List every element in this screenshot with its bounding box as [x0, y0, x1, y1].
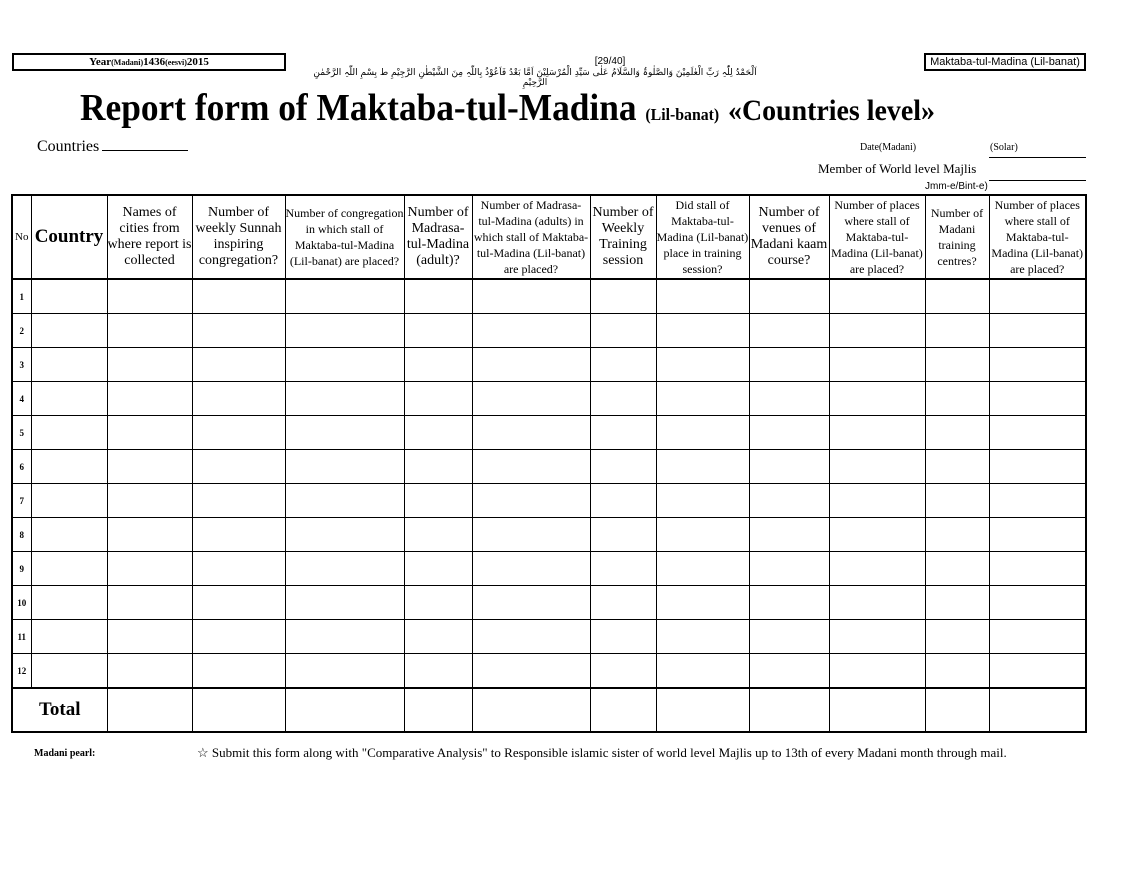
report-table — [11, 194, 1087, 733]
row-number: 3 — [12, 348, 31, 382]
entry-cell[interactable] — [749, 484, 829, 518]
entry-cell[interactable] — [192, 314, 285, 348]
entry-cell[interactable] — [404, 450, 472, 484]
entry-cell[interactable] — [192, 450, 285, 484]
column-header: Number of weekly Sunnah inspiring congregation? — [192, 195, 285, 279]
entry-cell[interactable] — [404, 382, 472, 416]
entry-cell[interactable] — [749, 416, 829, 450]
entry-cell[interactable] — [989, 518, 1086, 552]
table-row — [12, 348, 1086, 382]
member-blank[interactable] — [989, 180, 1086, 181]
total-label: Total — [12, 688, 107, 732]
row-number: 4 — [12, 382, 31, 416]
entry-cell[interactable] — [107, 382, 192, 416]
entry-cell[interactable] — [472, 654, 590, 689]
entry-cell[interactable] — [989, 348, 1086, 382]
entry-cell[interactable] — [107, 586, 192, 620]
entry-cell[interactable] — [107, 348, 192, 382]
entry-cell[interactable] — [989, 586, 1086, 620]
entry-cell[interactable] — [285, 654, 404, 689]
entry-cell[interactable] — [31, 450, 107, 484]
entry-cell[interactable] — [192, 382, 285, 416]
column-header: Number of Madrasa-tul-Madina (adult)? — [404, 195, 472, 279]
total-cell[interactable] — [590, 688, 656, 732]
entry-cell[interactable] — [925, 314, 989, 348]
row-number: 12 — [12, 654, 31, 689]
entry-cell[interactable] — [656, 586, 749, 620]
table-row — [12, 416, 1086, 450]
entry-cell[interactable] — [925, 279, 989, 314]
entry-cell[interactable] — [829, 450, 925, 484]
entry-cell[interactable] — [31, 620, 107, 654]
entry-cell[interactable] — [656, 518, 749, 552]
entry-cell[interactable] — [590, 586, 656, 620]
column-header: Number of places where stall of Maktaba-tul-Madina (Lil-banat) are placed? — [829, 195, 925, 279]
header-row — [12, 195, 1086, 279]
entry-cell[interactable] — [472, 348, 590, 382]
entry-cell[interactable] — [749, 552, 829, 586]
entry-cell[interactable] — [404, 552, 472, 586]
entry-cell[interactable] — [107, 416, 192, 450]
year-madani: 1436 — [143, 56, 166, 68]
entry-cell[interactable] — [192, 348, 285, 382]
entry-cell[interactable] — [829, 654, 925, 689]
entry-cell[interactable] — [656, 552, 749, 586]
eesvi-label: (eesvi) — [165, 58, 187, 67]
arabic-invocation: اَلْحَمْدُ لِلّٰہِ رَبِّ الْعٰلَمِیْنَ وَالصَّلٰوۃُ وَالسَّلَامُ عَلٰی سَیِّدِ الْمُرْسَلِیْنَ اَمَّا بَعْدُ فَاَعُوْذُ بِاللّٰہِ مِنَ الشَّیْطٰنِ الرَّجِیْمِ ط بِسْمِ اللّٰہِ الرَّحْمٰنِ الرَّحِیْمِ — [313, 68, 757, 88]
entry-cell[interactable] — [285, 382, 404, 416]
entry-cell[interactable] — [989, 484, 1086, 518]
entry-cell[interactable] — [749, 654, 829, 689]
row-number: 8 — [12, 518, 31, 552]
entry-cell[interactable] — [31, 314, 107, 348]
countries-blank[interactable] — [102, 150, 188, 151]
column-header: Names of cities from where report is collected — [107, 195, 192, 279]
entry-cell[interactable] — [749, 382, 829, 416]
year-label: Year — [89, 56, 112, 68]
entry-cell[interactable] — [749, 314, 829, 348]
entry-cell[interactable] — [31, 484, 107, 518]
footer-note: ☆ Submit this form along with "Comparative Analysis" to Responsible islamic sister of world level Majlis up to 13th of every Madani month through mail. — [197, 745, 1007, 760]
column-header: Did stall of Maktaba-tul-Madina (Lil-banat) place in training session? — [656, 195, 749, 279]
madani-label: (Madani) — [111, 58, 144, 67]
entry-cell[interactable] — [656, 450, 749, 484]
entry-cell[interactable] — [590, 484, 656, 518]
entry-cell[interactable] — [989, 382, 1086, 416]
total-cell[interactable] — [107, 688, 192, 732]
entry-cell[interactable] — [925, 416, 989, 450]
row-number: 2 — [12, 314, 31, 348]
entry-cell[interactable] — [192, 620, 285, 654]
entry-cell[interactable] — [472, 552, 590, 586]
entry-cell[interactable] — [285, 416, 404, 450]
table-row — [12, 450, 1086, 484]
entry-cell[interactable] — [107, 654, 192, 689]
date-label: Date(Madani) — [860, 142, 917, 153]
entry-cell[interactable] — [829, 382, 925, 416]
entry-cell[interactable] — [472, 620, 590, 654]
entry-cell[interactable] — [404, 279, 472, 314]
brand-box: Maktaba-tul-Madina (Lil-banat) — [924, 53, 1086, 71]
entry-cell[interactable] — [404, 484, 472, 518]
entry-cell[interactable] — [749, 620, 829, 654]
entry-cell[interactable] — [31, 279, 107, 314]
entry-cell[interactable] — [107, 484, 192, 518]
entry-cell[interactable] — [472, 484, 590, 518]
row-number: 9 — [12, 552, 31, 586]
entry-cell[interactable] — [656, 620, 749, 654]
entry-cell[interactable] — [590, 348, 656, 382]
entry-cell[interactable] — [829, 279, 925, 314]
entry-cell[interactable] — [472, 586, 590, 620]
entry-cell[interactable] — [404, 518, 472, 552]
entry-cell[interactable] — [107, 450, 192, 484]
entry-cell[interactable] — [590, 518, 656, 552]
entry-cell[interactable] — [989, 552, 1086, 586]
entry-cell[interactable] — [285, 279, 404, 314]
entry-cell[interactable] — [925, 552, 989, 586]
entry-cell[interactable] — [192, 484, 285, 518]
row-number: 11 — [12, 620, 31, 654]
table-row — [12, 552, 1086, 586]
entry-cell[interactable] — [829, 484, 925, 518]
total-cell[interactable] — [656, 688, 749, 732]
total-cell[interactable] — [285, 688, 404, 732]
entry-cell[interactable] — [829, 314, 925, 348]
entry-cell[interactable] — [404, 348, 472, 382]
entry-cell[interactable] — [656, 654, 749, 689]
entry-cell[interactable] — [192, 279, 285, 314]
jmm-label: Jmm-e/Bint-e) — [925, 181, 988, 192]
entry-cell[interactable] — [989, 314, 1086, 348]
entry-cell[interactable] — [404, 314, 472, 348]
total-cell[interactable] — [404, 688, 472, 732]
entry-cell[interactable] — [31, 552, 107, 586]
entry-cell[interactable] — [107, 314, 192, 348]
row-number: 5 — [12, 416, 31, 450]
entry-cell[interactable] — [285, 620, 404, 654]
entry-cell[interactable] — [590, 654, 656, 689]
entry-cell[interactable] — [656, 484, 749, 518]
entry-cell[interactable] — [404, 416, 472, 450]
entry-cell[interactable] — [590, 382, 656, 416]
entry-cell[interactable] — [925, 484, 989, 518]
solar-label: (Solar) — [990, 142, 1018, 153]
entry-cell[interactable] — [925, 348, 989, 382]
entry-cell[interactable] — [829, 552, 925, 586]
entry-cell[interactable] — [472, 279, 590, 314]
entry-cell[interactable] — [285, 314, 404, 348]
entry-cell[interactable] — [285, 586, 404, 620]
column-header: Number of Weekly Training session — [590, 195, 656, 279]
entry-cell[interactable] — [749, 586, 829, 620]
column-header: Number of Madrasa-tul-Madina (adults) in which stall of Maktaba-tul-Madina (Lil-banat) are placed? — [472, 195, 590, 279]
entry-cell[interactable] — [404, 654, 472, 689]
entry-cell[interactable] — [656, 416, 749, 450]
entry-cell[interactable] — [829, 620, 925, 654]
total-cell[interactable] — [472, 688, 590, 732]
entry-cell[interactable] — [590, 552, 656, 586]
entry-cell[interactable] — [829, 586, 925, 620]
entry-cell[interactable] — [192, 586, 285, 620]
entry-cell[interactable] — [285, 348, 404, 382]
table-row — [12, 518, 1086, 552]
title-level: «Countries level» — [728, 94, 935, 127]
total-cell[interactable] — [829, 688, 925, 732]
entry-cell[interactable] — [829, 348, 925, 382]
entry-cell[interactable] — [285, 450, 404, 484]
column-header: Number of places where stall of Maktaba-tul-Madina (Lil-banat) are placed? — [989, 195, 1086, 279]
entry-cell[interactable] — [749, 518, 829, 552]
entry-cell[interactable] — [590, 279, 656, 314]
total-cell[interactable] — [192, 688, 285, 732]
entry-cell[interactable] — [829, 518, 925, 552]
total-cell[interactable] — [749, 688, 829, 732]
entry-cell[interactable] — [925, 518, 989, 552]
table-row — [12, 484, 1086, 518]
entry-cell[interactable] — [590, 314, 656, 348]
entry-cell[interactable] — [285, 484, 404, 518]
entry-cell[interactable] — [107, 552, 192, 586]
entry-cell[interactable] — [590, 416, 656, 450]
column-header: Country — [31, 195, 107, 279]
column-header: Number of venues of Madani kaam course? — [749, 195, 829, 279]
entry-cell[interactable] — [31, 348, 107, 382]
entry-cell[interactable] — [472, 382, 590, 416]
page-title — [80, 86, 935, 130]
member-label: Member of World level Majlis — [818, 161, 977, 176]
entry-cell[interactable] — [472, 518, 590, 552]
entry-cell[interactable] — [31, 382, 107, 416]
entry-cell[interactable] — [590, 450, 656, 484]
table-row — [12, 654, 1086, 689]
title-main: Report form of Maktaba-tul-Madina — [80, 87, 637, 129]
entry-cell[interactable] — [31, 586, 107, 620]
entry-cell[interactable] — [31, 654, 107, 689]
entry-cell[interactable] — [656, 382, 749, 416]
entry-cell[interactable] — [472, 314, 590, 348]
entry-cell[interactable] — [472, 450, 590, 484]
table-row — [12, 382, 1086, 416]
entry-cell[interactable] — [925, 654, 989, 689]
entry-cell[interactable] — [656, 279, 749, 314]
column-header: No — [12, 195, 31, 279]
entry-cell[interactable] — [989, 416, 1086, 450]
entry-cell[interactable] — [749, 348, 829, 382]
title-sub: (Lil-banat) — [645, 105, 720, 124]
entry-cell[interactable] — [989, 450, 1086, 484]
entry-cell[interactable] — [925, 586, 989, 620]
row-number: 10 — [12, 586, 31, 620]
entry-cell[interactable] — [925, 620, 989, 654]
row-number: 7 — [12, 484, 31, 518]
column-header: Number of Madani training centres? — [925, 195, 989, 279]
entry-cell[interactable] — [192, 416, 285, 450]
table-row — [12, 586, 1086, 620]
date-blank[interactable] — [989, 157, 1086, 158]
entry-cell[interactable] — [749, 279, 829, 314]
total-row — [12, 688, 1086, 732]
entry-cell[interactable] — [656, 348, 749, 382]
total-cell[interactable] — [925, 688, 989, 732]
year-box — [12, 53, 286, 71]
table-row — [12, 279, 1086, 314]
entry-cell[interactable] — [107, 279, 192, 314]
entry-cell[interactable] — [590, 620, 656, 654]
table-row — [12, 314, 1086, 348]
row-number: 6 — [12, 450, 31, 484]
entry-cell[interactable] — [192, 654, 285, 689]
entry-cell[interactable] — [31, 518, 107, 552]
entry-cell[interactable] — [31, 416, 107, 450]
entry-cell[interactable] — [107, 620, 192, 654]
entry-cell[interactable] — [656, 314, 749, 348]
entry-cell[interactable] — [192, 552, 285, 586]
year-eesvi: 2015 — [186, 56, 209, 68]
countries-field[interactable] — [37, 138, 188, 156]
madani-pearl-label: Madani pearl: — [34, 748, 96, 759]
row-number: 1 — [12, 279, 31, 314]
entry-cell[interactable] — [107, 518, 192, 552]
entry-cell[interactable] — [829, 416, 925, 450]
entry-cell[interactable] — [749, 450, 829, 484]
page-number: [29/40] — [594, 56, 626, 67]
entry-cell[interactable] — [404, 586, 472, 620]
countries-label: Countries — [37, 138, 100, 155]
entry-cell[interactable] — [925, 382, 989, 416]
entry-cell[interactable] — [404, 620, 472, 654]
entry-cell[interactable] — [925, 450, 989, 484]
entry-cell[interactable] — [285, 518, 404, 552]
column-header: Number of congregation in which stall of Maktaba-tul-Madina (Lil-banat) are placed? — [285, 195, 404, 279]
total-cell[interactable] — [989, 688, 1086, 732]
entry-cell[interactable] — [192, 518, 285, 552]
entry-cell[interactable] — [989, 620, 1086, 654]
entry-cell[interactable] — [989, 654, 1086, 689]
table-row — [12, 620, 1086, 654]
entry-cell[interactable] — [472, 416, 590, 450]
entry-cell[interactable] — [285, 552, 404, 586]
entry-cell[interactable] — [989, 279, 1086, 314]
